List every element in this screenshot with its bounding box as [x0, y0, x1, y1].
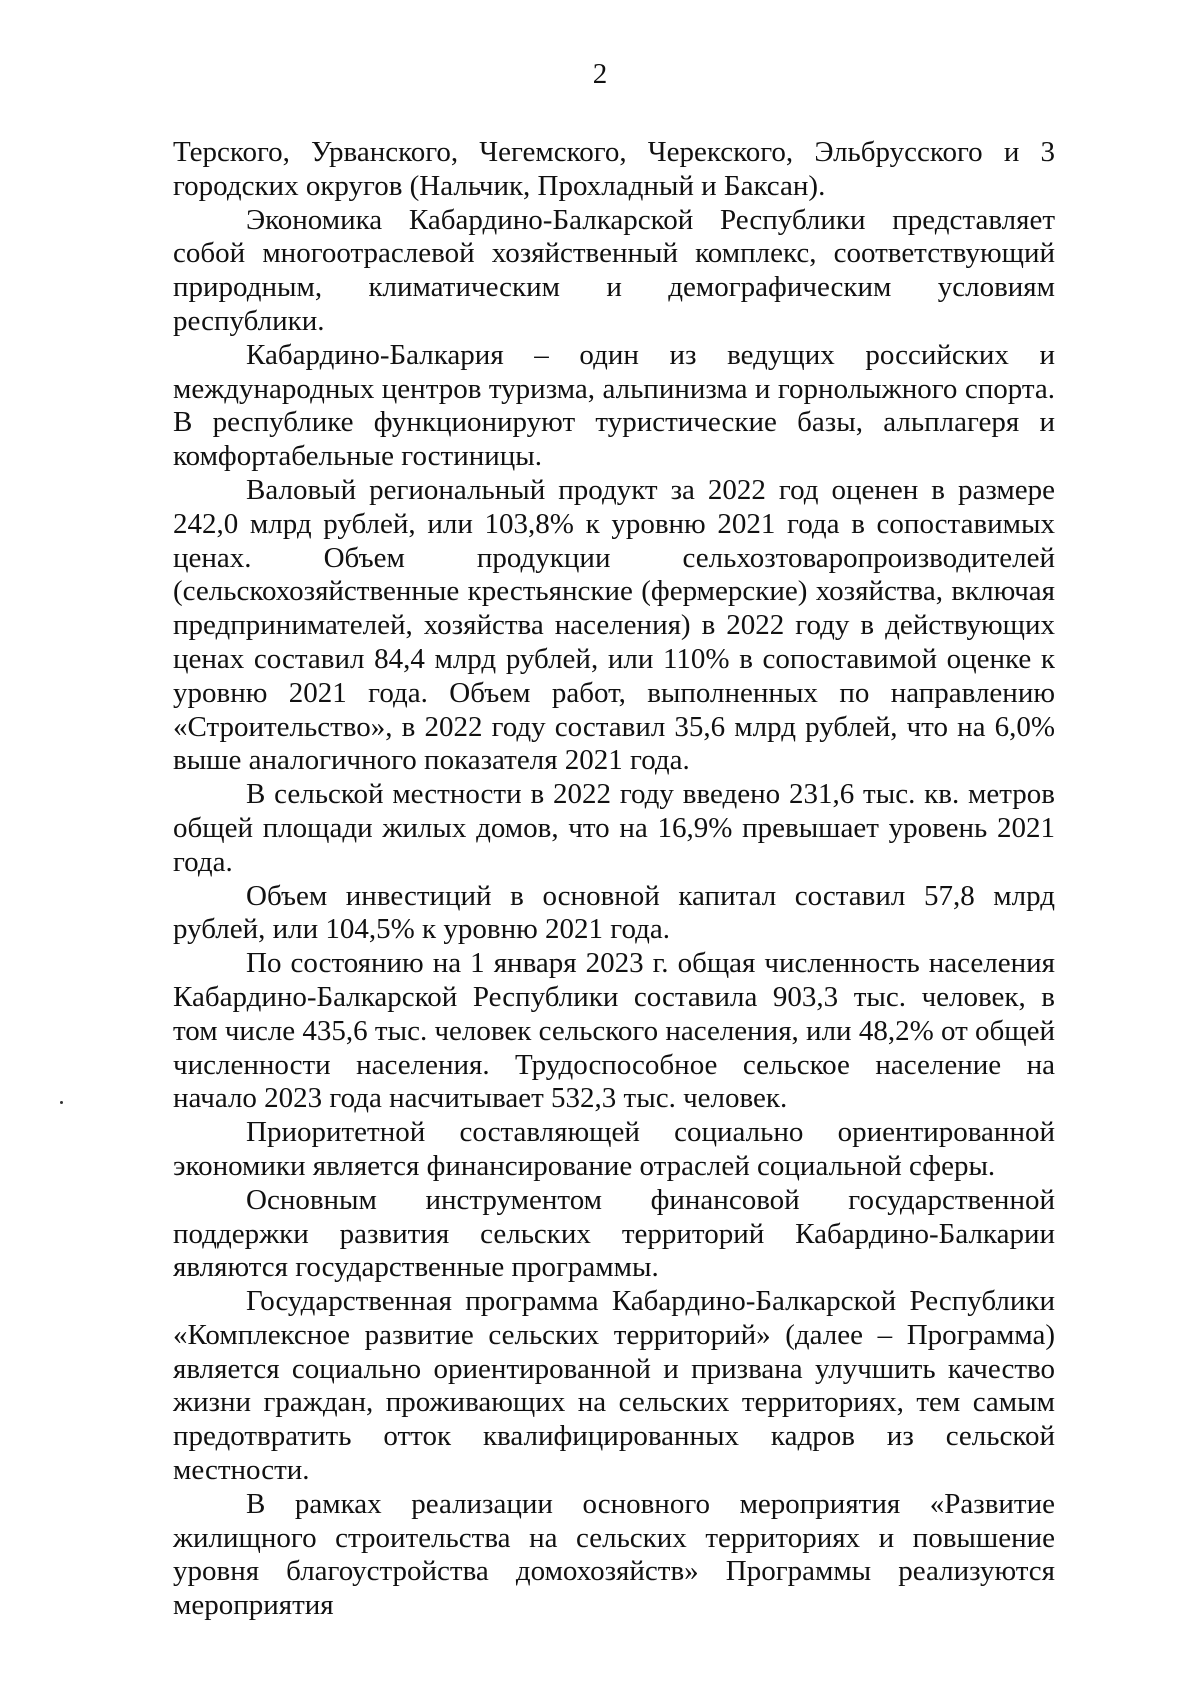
paragraph-investment: Объем инвестиций в основной капитал составил 57,8 млрд рублей, или 104,5% к уровню 2021 года.	[173, 879, 1055, 946]
page-number: 2	[592, 58, 608, 90]
paragraph-social-priority: Приоритетной составляющей социально ориентированной экономики является финансирование отраслей социальной сферы.	[173, 1116, 1055, 1182]
paragraph-housing: В сельской местности в 2022 году введено 231,6 тыс. кв. метров общей площади жилых домов, что на 16,9% превышает уровень 2021 года.	[173, 778, 1055, 878]
paragraph-economy: Экономика Кабардино-Балкарской Республики представляет собой многоотраслевой хозяйственный комплекс, соответствующий природным, климатическим и демографическим условиям республики.	[173, 203, 1055, 337]
paragraph-population: По состоянию на 1 января 2023 г. общая численность населения Кабардино-Балкарской Республики составила 903,3 тыс. человек, в том числе 435,6 тыс. человек сельского населения, или 48,2% от общей численности населения. Трудоспособное сельское население на начало 2023 года насчитывает 532,3 тыс. человек.	[173, 947, 1055, 1115]
scan-speck	[60, 1101, 63, 1104]
paragraph-municipalities-continued: Терского, Урванского, Чегемского, Черекского, Эльбрусского и 3 городских округов (Нальчик, Прохладный и Баксан).	[173, 136, 1055, 202]
paragraph-state-programs: Основным инструментом финансовой государственной поддержки развития сельских территорий Кабардино-Балкарии являются государственные программы.	[173, 1183, 1055, 1284]
paragraph-housing-construction: В рамках реализации основного мероприятия «Развитие жилищного строительства на сельских территориях и повышение уровня благоустройства домохозяйств» Программы реализуются мероприятия	[173, 1487, 1055, 1622]
paragraph-program-description: Государственная программа Кабардино-Балкарской Республики «Комплексное развитие сельских территорий» (далее – Программа) является социально ориентированной и призвана улучшить качество жизни граждан, проживающих на сельских территориях, тем самым предотвратить отток квалифицированных кадров из сельской местности.	[173, 1285, 1055, 1487]
paragraph-tourism: Кабардино-Балкария – один из ведущих российских и международных центров туризма, альпинизма и горнолыжного спорта. В республике функционируют туристические базы, альплагеря и комфортабельные гостиницы.	[173, 338, 1055, 473]
document-body	[173, 136, 1055, 1623]
paragraph-grp: Валовый региональный продукт за 2022 год оценен в размере 242,0 млрд рублей, или 103,8% к уровню 2021 года в сопоставимых ценах. Объем продукции сельхозтоваропроизводителей (сельскохозяйственные крестьянские (фермерские) хозяйства, включая предпринимателей, хозяйства населения) в 2022 году в действующих ценах составил 84,4 млрд рублей, или 110% в сопоставимой оценке к уровню 2021 года. Объем работ, выполненных по направлению «Строительство», в 2022 году составил 35,6 млрд рублей, что на 6,0% выше аналогичного показателя 2021 года.	[173, 473, 1055, 777]
